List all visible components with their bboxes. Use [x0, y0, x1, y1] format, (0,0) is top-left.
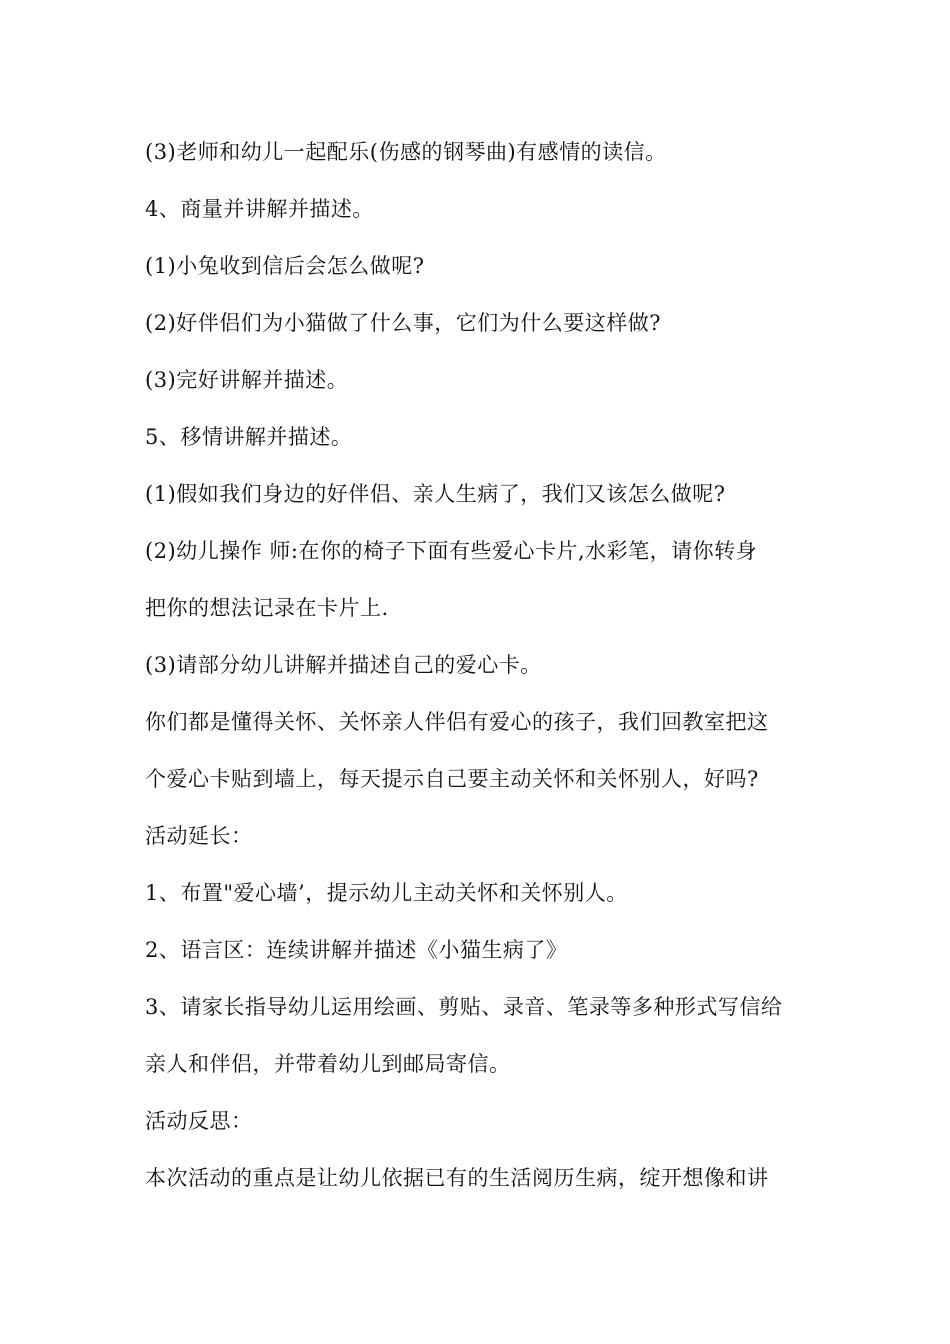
text-line-step-3-read-letter: (3)老师和幼儿一起配乐(伤感的钢琴曲)有感情的读信。 [145, 140, 667, 164]
text-line-section-4-heading: 4、商量并讲解并描述。 [145, 197, 374, 221]
text-line-question-1: (1)小兔收到信后会怎么做呢? [145, 254, 425, 278]
text-line-extension-2: 2、语言区：连续讲解并描述《小猫生病了》 [145, 938, 568, 962]
text-line-section-5-heading: 5、移情讲解并描述。 [145, 425, 353, 449]
text-line-reflection-heading: 活动反思： [145, 1109, 253, 1133]
text-line-share-cards: (3)请部分幼儿讲解并描述自己的爱心卡。 [145, 653, 542, 677]
text-line-question-2: (2)好伴侣们为小猫做了什么事，它们为什么要这样做? [145, 311, 662, 335]
text-line-empathy-question: (1)假如我们身边的好伴侣、亲人生病了，我们又该怎么做呢? [145, 482, 726, 506]
text-line-extension-1: 1、布置"爱心墙’，提示幼儿主动关怀和关怀别人。 [145, 881, 628, 905]
text-line-step-3-complete: (3)完好讲解并描述。 [145, 368, 349, 392]
text-line-closing-remark-continued: 个爱心卡贴到墙上，每天提示自己要主动关怀和关怀别人，好吗? [145, 767, 759, 791]
text-line-extension-3-continued: 亲人和伴侣，并带着幼儿到邮局寄信。 [145, 1052, 511, 1076]
text-line-closing-remark: 你们都是懂得关怀、关怀亲人伴侣有爱心的孩子，我们回教室把这 [145, 710, 769, 734]
text-line-extension-3: 3、请家长指导幼儿运用绘画、剪贴、录音、笔录等多种形式写信给 [145, 995, 783, 1019]
text-line-extension-heading: 活动延长： [145, 824, 253, 848]
text-line-child-operation: (2)幼儿操作 师:在你的椅子下面有些爱心卡片,水彩笔，请你转身 [145, 539, 758, 563]
text-line-child-operation-continued: 把你的想法记录在卡片上. [145, 596, 389, 620]
text-line-reflection-body: 本次活动的重点是让幼儿依据已有的生活阅历生病，绽开想像和讲 [145, 1166, 769, 1190]
